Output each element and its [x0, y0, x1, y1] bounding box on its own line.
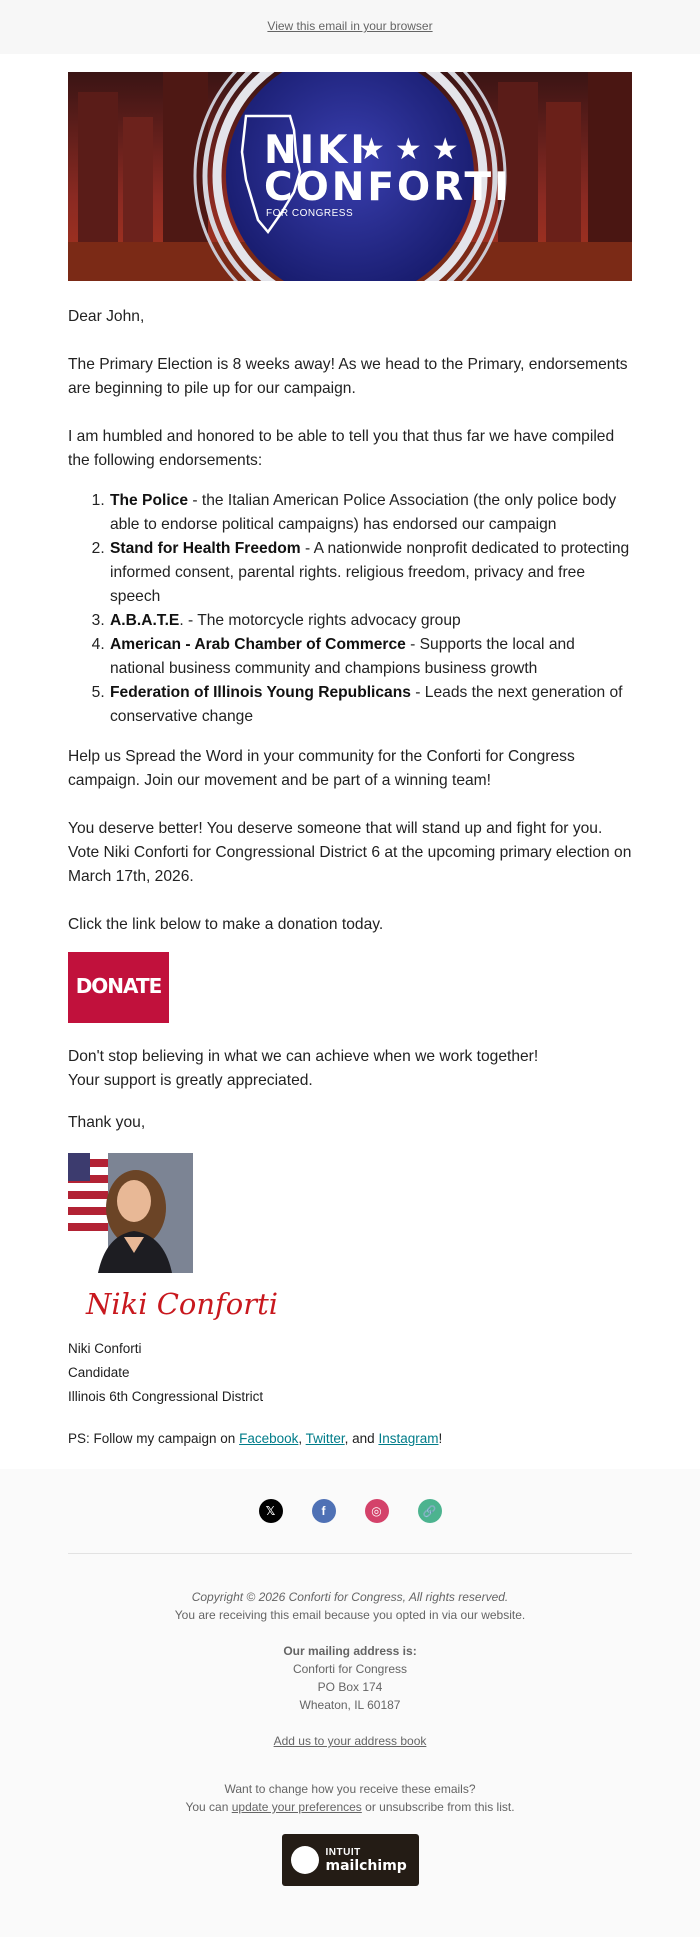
banner-name-line1: NIKI — [264, 128, 368, 173]
closing-line-1: Don't stop believing in what we can achieve when we work together! — [68, 1048, 539, 1065]
endorsement-list — [68, 489, 632, 729]
mailchimp-badge[interactable] — [282, 1834, 419, 1886]
donate-button[interactable] — [68, 952, 169, 1023]
change-question: Want to change how you receive these emails? — [224, 1782, 476, 1796]
list-item — [109, 681, 632, 729]
ps-prefix: PS: Follow my campaign on — [68, 1431, 240, 1446]
portrait-graphic — [68, 1153, 193, 1273]
endorser-desc: - A nationwide nonprofit dedicated to protecting informed consent, parental rights. religious freedom, privacy and free speech — [110, 540, 630, 605]
link-glyph: 🔗 — [422, 1505, 437, 1518]
ps-sep: , and — [344, 1431, 379, 1446]
email-footer — [0, 1469, 700, 1891]
spread-word-paragraph: Help us Spread the Word in your community for the Conforti for Congress campaign. Join our movement and be part of a winning team! — [68, 748, 575, 789]
facebook-link[interactable]: Facebook — [239, 1431, 299, 1446]
list-item — [109, 633, 632, 681]
address-line-2: PO Box 174 — [317, 1680, 383, 1694]
signer-district: Illinois 6th Congressional District — [68, 1389, 264, 1404]
badge-intuit: INTUIT — [325, 1847, 361, 1858]
candidate-photo — [68, 1153, 193, 1273]
endorser-name: Stand for Health Freedom — [110, 540, 301, 557]
address-line-3: Wheaton, IL 60187 — [299, 1698, 401, 1712]
unsubscribe-text: or unsubscribe from this list. — [361, 1800, 515, 1814]
thank-you: Thank you, — [68, 1114, 146, 1131]
address-line-1: Conforti for Congress — [292, 1662, 408, 1676]
closing-line-2: Your support is greatly appreciated. — [68, 1072, 313, 1089]
endorser-name: American - Arab Chamber of Commerce — [110, 636, 406, 653]
endorser-desc: - Supports the local and national business community and champions business growth — [110, 636, 575, 677]
link-icon[interactable] — [418, 1499, 442, 1523]
campaign-banner — [68, 72, 632, 281]
instagram-icon[interactable] — [365, 1499, 389, 1523]
greeting: Dear John, — [68, 308, 145, 325]
endorser-name: A.B.A.T.E — [110, 612, 180, 629]
intro-paragraph: The Primary Election is 8 weeks away! As we head to the Primary, endorsements are beginning to pile up for our campaign. — [68, 356, 628, 397]
donation-prompt: Click the link below to make a donation today. — [68, 916, 384, 933]
signer-title: Candidate — [68, 1365, 130, 1380]
endorsement-intro: I am humbled and honored to be able to tell you that thus far we have compiled the following endorsements: — [68, 428, 615, 469]
twitter-link[interactable]: Twitter — [305, 1431, 345, 1446]
facebook-icon[interactable] — [312, 1499, 336, 1523]
banner-name-line2: CONFORTI — [264, 165, 512, 210]
endorser-name: The Police — [110, 492, 188, 509]
view-in-browser-link[interactable]: View this email in your browser — [267, 19, 433, 33]
endorser-name: Federation of Illinois Young Republicans — [110, 684, 411, 701]
donate-label: DONATE — [75, 974, 162, 998]
x-icon[interactable] — [259, 1499, 283, 1523]
badge-mailchimp: mailchimp — [325, 1858, 407, 1874]
email-body — [0, 54, 700, 1469]
copyright-text: Copyright © 2026 Conforti for Congress, All rights reserved. — [191, 1590, 509, 1604]
list-item — [109, 537, 632, 609]
social-icons — [68, 1499, 632, 1523]
pref-prefix: You can — [185, 1800, 232, 1814]
browser-view-bar — [0, 0, 700, 54]
mailing-heading: Our mailing address is: — [283, 1644, 417, 1658]
list-item — [109, 609, 632, 633]
signer-name: Niki Conforti — [68, 1341, 142, 1356]
address-book-link[interactable]: Add us to your address book — [273, 1734, 427, 1748]
banner-subtitle: FOR CONGRESS — [266, 208, 354, 219]
mailchimp-logo-icon — [291, 1846, 319, 1874]
banner-stars: ★★★ — [358, 133, 469, 166]
preferences-line — [68, 1798, 632, 1816]
signature-image: Niki Conforti — [86, 1287, 279, 1321]
endorser-desc: . - The motorcycle rights advocacy group — [179, 612, 461, 629]
facebook-glyph: f — [321, 1504, 326, 1518]
endorser-desc: - Leads the next generation of conservative change — [110, 684, 623, 725]
ps-line — [68, 1427, 632, 1451]
optin-text: You are receiving this email because you opted in via our website. — [174, 1608, 526, 1622]
ps-sep: , — [298, 1431, 306, 1446]
endorser-desc: - the Italian American Police Association (the only police body able to endorse political campaigns) has endorsed our campaign — [110, 492, 617, 533]
ps-suffix: ! — [438, 1431, 443, 1446]
vote-paragraph: You deserve better! You deserve someone that will stand up and fight for you. Vote Niki Conforti for Congressional District 6 at the upcoming primary election on March 17th, 2026. — [68, 820, 632, 885]
x-glyph: 𝕏 — [265, 1504, 276, 1518]
instagram-glyph: ◎ — [371, 1504, 382, 1518]
list-item — [109, 489, 632, 537]
instagram-link[interactable]: Instagram — [378, 1431, 439, 1446]
update-preferences-link[interactable]: update your preferences — [231, 1800, 362, 1814]
